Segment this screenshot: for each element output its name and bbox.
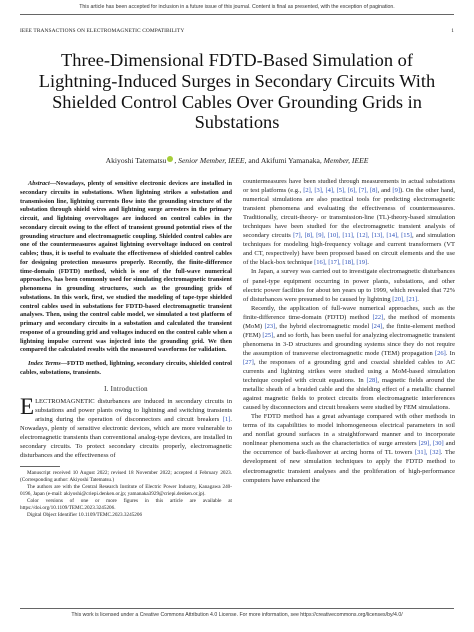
body-paragraph-4 xyxy=(243,412,455,484)
citation-link[interactable]: [31], [32] xyxy=(414,449,441,457)
citation-link[interactable]: [20], [21] xyxy=(392,295,418,303)
right-column xyxy=(243,177,455,485)
citation-link[interactable]: [9] xyxy=(392,187,401,195)
footnotes xyxy=(20,470,232,520)
citation-link[interactable]: [7], [8], [9], [10], [11], [12], [13], [14], [15] xyxy=(293,232,412,240)
citation-link[interactable]: [25] xyxy=(262,331,274,339)
intro-text-1: LECTROMAGNETIC disturbances are induced in secondary circuits in substations and power plants owing to lightning and switching transients arising during the operation of disconnectors and circuit breakers xyxy=(35,397,232,423)
text-run: , the hybrid electromagnetic model xyxy=(275,322,372,330)
top-rule xyxy=(20,14,454,15)
text-run: Recently, the application of full-wave numerical approaches, such as the finite-difference time-domain (FDTD) method xyxy=(243,304,455,321)
bottom-rule xyxy=(20,608,454,609)
citation-link[interactable]: [22] xyxy=(372,313,384,321)
drop-cap: E xyxy=(20,393,35,419)
text-run: , magnetic fields around the metallic sheath of a braided cable and the shielding effect of a metallic channel against magnetic fields to protect circuits from electromagnetic interferences caused by disconnectors and circuit breakers were studied by FEM simulations. xyxy=(243,377,455,412)
text-run: , the responses of a grounding grid and coaxial shielded cables to AC currents and lightning strikes were studied using a MoM-based simulation technique coupled with circuit equations. In xyxy=(243,358,455,385)
abstract-label: Abstract xyxy=(28,180,50,187)
acceptance-notice: This article has been accepted for inclusion in a future issue of this journal. Content is final as presented, with the exception of pagination. xyxy=(79,4,395,10)
text-run: , and xyxy=(377,187,393,195)
intro-paragraph xyxy=(20,393,232,460)
abstract-text: —Nowadays, plenty of sensitive electronic devices are installed in secondary circuits in substations. When lightning strikes a substation and transmission line, lightning currents flow into the grounding structure of the substation through shield wires and lightning surge arresters in the primary circuit, and lightning overvoltages are induced on control cables in the secondary circuit owing to the effect of transient ground potential rises of the grounding structure and electromagnetic coupling. Shielded control cables are one of the countermeasures against lightning overvoltage induced on control cables; thus, it is useful to evaluate the effectiveness of shielded control cables for designing protection measures properly. Recently, the finite-difference time-domain (FDTD) method, which is one of the full-wave numerical approaches, has been commonly used for simulating electromagnetic transient phenomena in grounding structures, such as the grounding grids of substations. In this work, first, we studied the modeling of tape-type shielded control cables used in substations for FDTD-based electromagnetic transient analyses. Then, using the control cable model, we simulated a test platform of primary and secondary circuits in a substation and calculated the transient response of a grounding grid and voltages induced on the control cable when a lightning impulse current was injected into the grounding grid. We then compared the calculated results with the measured waveforms for validation. xyxy=(20,180,232,354)
license-notice: This work is licensed under a Creative Commons Attribution 4.0 License. For more information, see https://creativecommons.org/licenses/by/4.0/ xyxy=(71,612,403,618)
journal-name: IEEE TRANSACTIONS ON ELECTROMAGNETIC COMPATIBILITY xyxy=(20,28,185,34)
text-run: ). On the other hand, numerical simulations are also practical tools for predicting electromagnetic transient phenomena and evaluating the effectiveness of countermeasures. Traditionally, circuit-theory- or transmission-line (TL)-theory-based simulation techniques have been studied for the electromagnetic transient analysis of secondary circuits xyxy=(243,187,455,240)
text-run: , and simulation techniques for modeling high-frequency voltage and current transformers (VT and CT, respectively) have been proposed based on circuit elements and the use of the black-box technique xyxy=(243,232,455,267)
text-run: , the method of moments (MoM) xyxy=(243,313,455,330)
body-paragraph-1 xyxy=(243,177,455,267)
abstract xyxy=(20,180,232,355)
author-1-name: Akiyoshi Tatematsu xyxy=(105,156,167,165)
index-terms-label: Index Terms xyxy=(28,360,61,367)
paper-title: Three-Dimensional FDTD-Based Simulation of Lightning-Induced Surges in Secondary Circuits With Shielded Control Cables Over Grounding Grids in Substations xyxy=(38,50,436,133)
text-run: In Japan, a survey was carried out to investigate electromagnetic disturbances of panel-type equipment occurring in power plants, substations, and other electric power facilities for about ten years up to 1999, which revealed that 72% of disturbances were presumed to be caused by lightning xyxy=(243,268,455,303)
author-connector: and xyxy=(246,156,261,165)
left-column xyxy=(20,180,232,520)
citation-link[interactable]: [27] xyxy=(243,358,254,366)
index-terms-text: —FDTD method, lightning, secondary circuits, shielded control cables, substations, transients. xyxy=(20,360,232,376)
text-run: . The development of new simulation techniques to apply the FDTD method to electromagnetic transient analyses and the proliferation of high-performance computers have enhanced the xyxy=(243,449,455,484)
footnote-color-versions: Color versions of one or more figures in this article are available at https://doi.org/10.1109/TEMC.2023.3245206. xyxy=(20,498,232,512)
footnote-affiliation: The authors are with the Central Research Institute of Electric Power Industry, Kanagawa 240-0196, Japan (e-mail: akiyoshi@criepi.denken.or.jp; yamanaka3929@criepi.denken.or.jp). xyxy=(20,484,232,498)
footnote-doi: Digital Object Identifier 10.1109/TEMC.2023.3245206 xyxy=(27,512,143,519)
text-run: , the finite-element method (FEM) xyxy=(243,322,455,339)
body-paragraph-2 xyxy=(243,267,455,303)
citation-link[interactable]: [29], [30] xyxy=(418,440,444,448)
author-2-affiliation-grade: , Member, IEEE xyxy=(319,156,369,165)
text-run: , and so forth, has been useful for analyzing electromagnetic transient phenomena in 3-D structures and grounding systems since they do not require the assumption of transverse electromagnetic mode (TEM) propagation xyxy=(243,331,455,357)
text-run: . xyxy=(367,259,369,267)
author-1-affiliation-grade: , Senior Member, IEEE, xyxy=(174,156,247,165)
text-run: . xyxy=(417,295,419,303)
orcid-icon[interactable] xyxy=(167,156,173,162)
author-line xyxy=(20,156,454,166)
citation-link[interactable]: [1] xyxy=(222,415,231,423)
citation-link[interactable]: [16], [17], [18], [19] xyxy=(314,259,368,267)
page-number: 1 xyxy=(451,28,454,34)
author-2-name: Akifumi Yamanaka xyxy=(260,156,320,165)
citation-link[interactable]: [2], [3], [4], [5], [6], [7], [8] xyxy=(303,187,378,195)
body-paragraph-3 xyxy=(243,304,455,413)
section-heading-introduction: I. Introduction xyxy=(104,385,148,393)
citation-link[interactable]: [28] xyxy=(366,377,378,385)
index-terms xyxy=(20,360,232,378)
citation-link[interactable]: [24] xyxy=(371,322,383,330)
footnote-rule xyxy=(20,466,60,467)
text-run: The FDTD method has a great advantage compared with other methods in terms of its capabilities to model inhomogeneous electrical parameters in soil and nonflat ground surfaces in a straightforward manner and to incorporate nonlinear phenomena such as the characteristics of surge arresters xyxy=(243,413,455,448)
running-head xyxy=(20,28,454,36)
citation-link[interactable]: [26] xyxy=(434,349,446,357)
text-run: . In xyxy=(445,349,455,357)
intro-text-2: . Nowadays, plenty of sensitive electronic devices, which are more vulnerable to electromagnetic transients than conventional analog-type devices, are installed in secondary circuits. To protect secondary circuits properly, electromagnetic disturbances and the effectiveness of xyxy=(20,415,232,459)
footnote-manuscript-dates: Manuscript received 10 August 2022; revised 18 November 2022; accepted 4 February 2023. (Corresponding author: Akiyoshi Tatematsu.) xyxy=(20,469,232,483)
text-run: and the occurrence of back-flashover at arcing horns of TL towers xyxy=(243,440,455,457)
citation-link[interactable]: [23] xyxy=(264,322,276,330)
text-run: countermeasures have been studied through measurements in actual substations or test platforms (e.g., xyxy=(243,178,455,195)
